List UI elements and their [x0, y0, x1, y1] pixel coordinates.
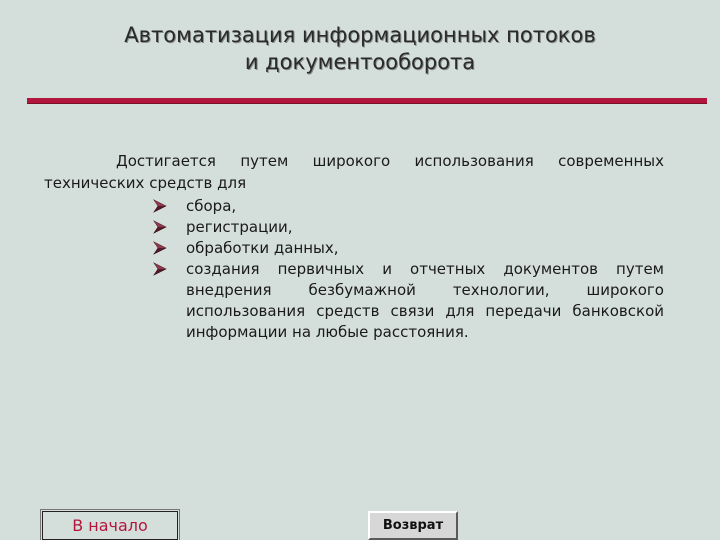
- bullet-list: [153, 196, 664, 343]
- list-item: [153, 196, 664, 217]
- slide-title: [0, 22, 720, 76]
- arrowhead-bullet-icon: [153, 199, 167, 213]
- title-divider: [27, 98, 707, 104]
- arrowhead-bullet-icon: [153, 220, 167, 234]
- list-item: [153, 259, 664, 343]
- slide-title-line-1: Автоматизация информационных потоков: [124, 23, 596, 47]
- bullet-text: создания первичных и отчетных документов путем внедрения безбумажной технологии, широкого использования средств связи для передачи банковской информации на любые расстояния.: [186, 260, 664, 341]
- intro-text: Достигается путем широкого использования современных технических средств для: [44, 152, 664, 192]
- bullet-text: регистрации,: [186, 218, 293, 236]
- list-item: [153, 217, 664, 238]
- back-button[interactable]: Возврат: [368, 511, 458, 540]
- bullet-text: сбора,: [186, 197, 237, 215]
- list-item: [153, 238, 664, 259]
- arrowhead-bullet-icon: [153, 241, 167, 255]
- arrowhead-bullet-icon: [153, 262, 167, 276]
- slide-title-line-2: и документооборота: [244, 50, 476, 74]
- bullet-text: обработки данных,: [186, 239, 339, 257]
- intro-paragraph: [44, 150, 664, 194]
- start-button[interactable]: В начало: [42, 511, 178, 540]
